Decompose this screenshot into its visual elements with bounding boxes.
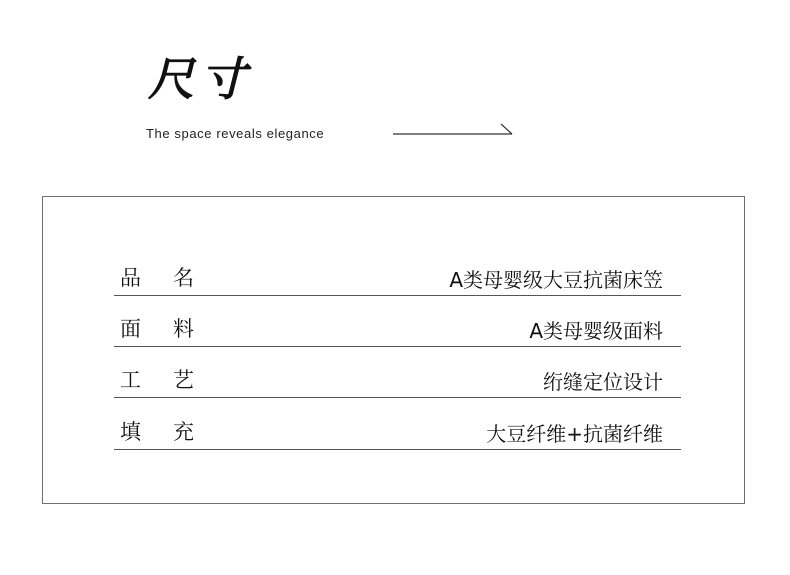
page-title: 尺寸 — [148, 52, 252, 106]
arrow-right-line-icon — [393, 122, 515, 136]
spec-label: 面料 — [120, 317, 226, 341]
spec-value: A类母婴级大豆抗菌床笠 — [449, 268, 663, 292]
page-subtitle: The space reveals elegance — [146, 126, 325, 141]
spec-row-name — [114, 256, 681, 296]
spec-row-craft — [114, 358, 681, 398]
spec-row-fabric — [114, 307, 681, 347]
spec-label: 品名 — [120, 266, 226, 290]
spec-panel — [42, 196, 745, 504]
spec-label: 填充 — [120, 420, 226, 444]
spec-label: 工艺 — [120, 368, 226, 392]
spec-value: A类母婴级面料 — [529, 319, 663, 343]
spec-value: 绗缝定位设计 — [543, 370, 663, 394]
spec-row-filling — [114, 410, 681, 450]
spec-value: 大豆纤维+抗菌纤维 — [486, 422, 663, 446]
